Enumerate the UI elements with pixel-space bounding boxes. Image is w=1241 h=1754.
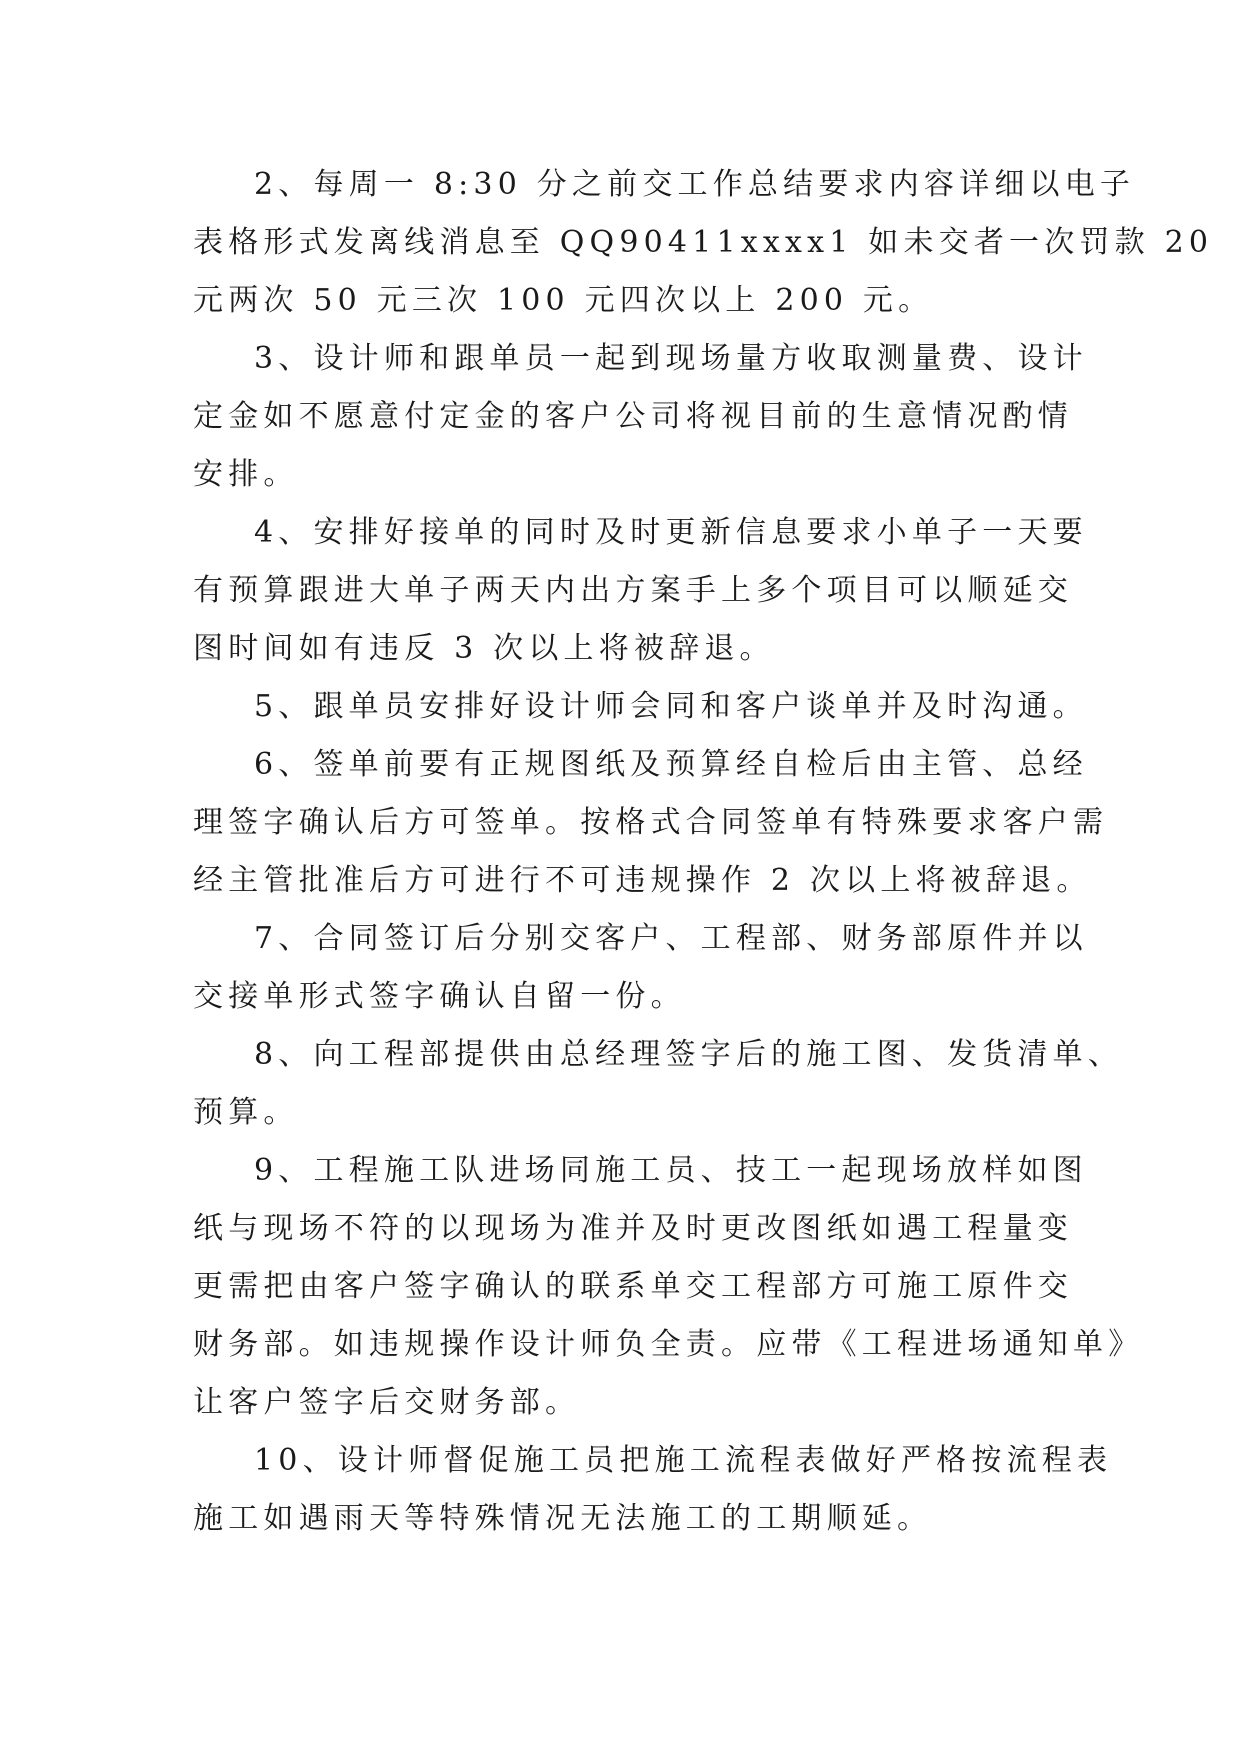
- text-line: 元两次 50 元三次 100 元四次以上 200 元。: [193, 283, 934, 318]
- text-line: 4、安排好接单的同时及时更新信息要求小单子一天要: [254, 515, 1088, 550]
- text-line: 表格形式发离线消息至 QQ90411xxxx1 如未交者一次罚款 20: [193, 225, 1214, 260]
- text-line: 图时间如有违反 3 次以上将被辞退。: [193, 631, 775, 666]
- text-line: 3、设计师和跟单员一起到现场量方收取测量费、设计: [254, 341, 1088, 376]
- text-line: 交接单形式签字确认自留一份。: [193, 979, 686, 1014]
- text-line: 让客户签字后交财务部。: [193, 1385, 581, 1420]
- text-line: 10、设计师督促施工员把施工流程表做好严格按流程表: [254, 1443, 1113, 1478]
- text-line: 理签字确认后方可签单。按格式合同签单有特殊要求客户需: [193, 805, 1109, 840]
- text-line: 安排。: [193, 457, 299, 492]
- text-line: 8、向工程部提供由总经理签字后的施工图、发货清单、: [254, 1037, 1124, 1072]
- text-line: 施工如遇雨天等特殊情况无法施工的工期顺延。: [193, 1501, 933, 1536]
- text-line: 预算。: [193, 1095, 299, 1130]
- text-line: 经主管批准后方可进行不可违规操作 2 次以上将被辞退。: [193, 863, 1092, 898]
- text-line: 财务部。如违规操作设计师负全责。应带《工程进场通知单》: [193, 1327, 1144, 1362]
- text-line: 更需把由客户签字确认的联系单交工程部方可施工原件交: [193, 1269, 1073, 1304]
- text-line: 纸与现场不符的以现场为准并及时更改图纸如遇工程量变: [193, 1211, 1073, 1246]
- text-line: 5、跟单员安排好设计师会同和客户谈单并及时沟通。: [254, 689, 1088, 724]
- text-line: 有预算跟进大单子两天内出方案手上多个项目可以顺延交: [193, 573, 1073, 608]
- text-line: 6、签单前要有正规图纸及预算经自检后由主管、总经: [254, 747, 1088, 782]
- text-line: 7、合同签订后分别交客户、工程部、财务部原件并以: [254, 921, 1088, 956]
- text-line: 2、每周一 8:30 分之前交工作总结要求内容详细以电子: [254, 167, 1136, 202]
- text-line: 定金如不愿意付定金的客户公司将视目前的生意情况酌情: [193, 399, 1073, 434]
- text-line: 9、工程施工队进场同施工员、技工一起现场放样如图: [254, 1153, 1088, 1188]
